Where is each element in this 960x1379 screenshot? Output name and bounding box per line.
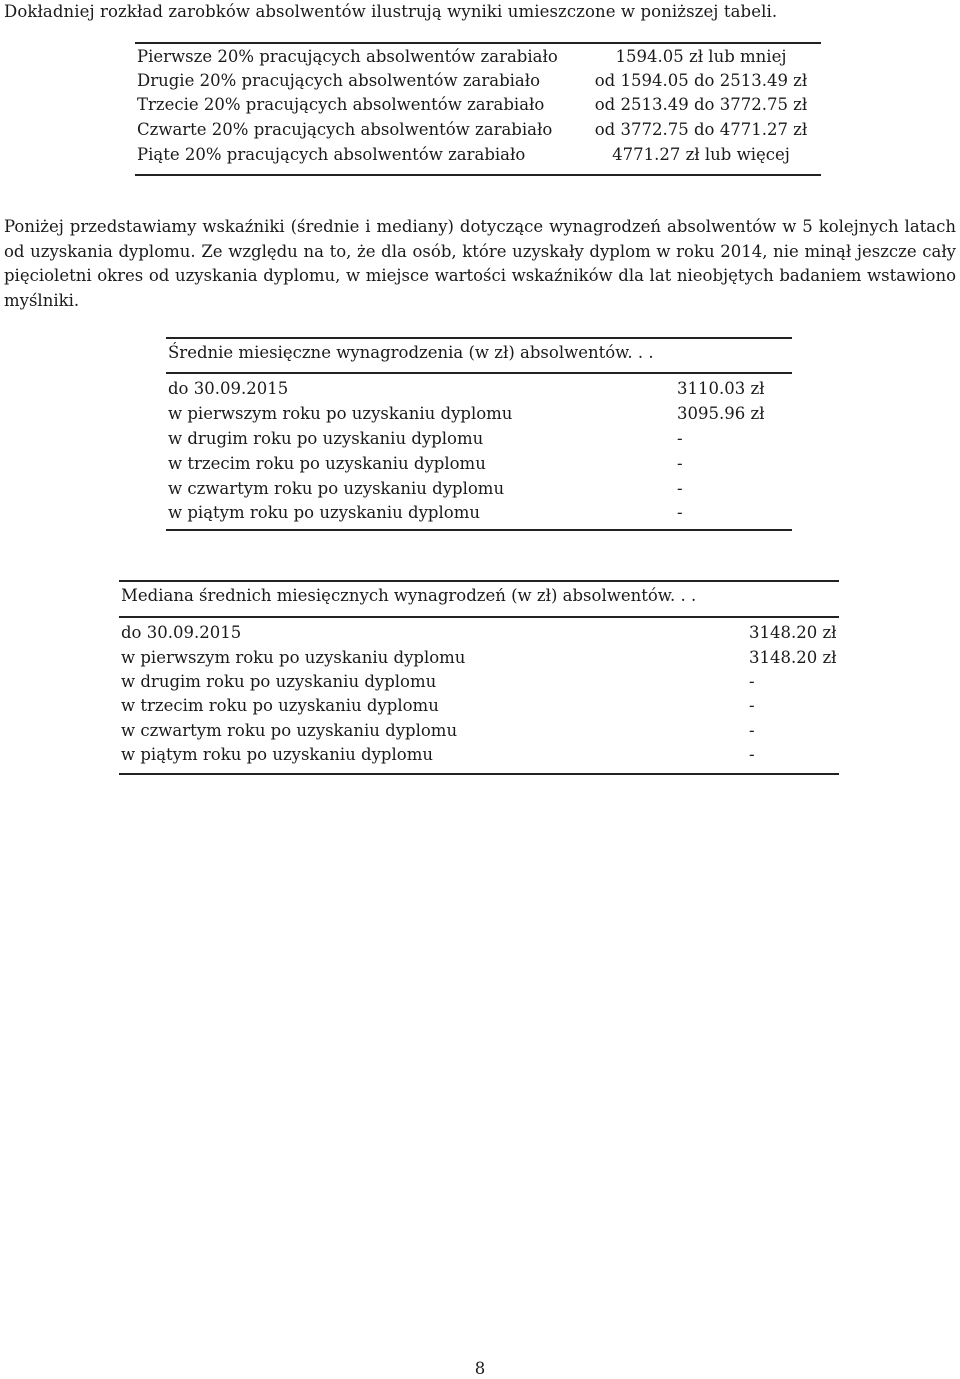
table-row [135, 71, 821, 95]
row-value: 3110.03 zł [677, 379, 765, 398]
table-row [166, 503, 792, 527]
row-label: w piątym roku po uzyskaniu dyplomu [168, 503, 480, 522]
row-label: w piątym roku po uzyskaniu dyplomu [121, 745, 433, 764]
row-value: 4771.27 zł lub więcej [612, 145, 790, 164]
row-label: w trzecim roku po uzyskaniu dyplomu [121, 696, 439, 715]
row-value: od 3772.75 do 4771.27 zł [594, 120, 808, 139]
row-value: 3095.96 zł [677, 404, 765, 423]
table-bottom-rule [119, 773, 839, 775]
row-value: - [677, 503, 683, 522]
table-row [166, 379, 792, 403]
table-row [135, 47, 821, 71]
table-row [119, 696, 839, 720]
row-value: 3148.20 zł [749, 648, 837, 667]
table-row [119, 672, 839, 696]
row-value: - [677, 479, 683, 498]
table-row [119, 648, 839, 672]
table-bottom-rule [135, 174, 821, 176]
table-row [135, 120, 821, 144]
table-top-rule [166, 337, 792, 339]
row-value: 3148.20 zł [749, 623, 837, 642]
table-row [166, 479, 792, 503]
table-row [119, 721, 839, 745]
row-value: - [677, 454, 683, 473]
row-label: w czwartym roku po uzyskaniu dyplomu [121, 721, 458, 740]
row-value: - [749, 696, 755, 715]
table-top-rule [135, 42, 821, 44]
row-label: w drugim roku po uzyskaniu dyplomu [121, 672, 437, 691]
explanation-paragraph [4, 215, 956, 313]
row-label: Piąte 20% pracujących absolwentów zarabiało [137, 145, 526, 164]
row-label: Pierwsze 20% pracujących absolwentów zarabiało [137, 47, 558, 66]
row-value: 1594.05 zł lub mniej [615, 47, 787, 66]
table-header: Mediana średnich miesięcznych wynagrodzeń (w zł) absolwentów. . . [121, 586, 697, 605]
row-value: od 1594.05 do 2513.49 zł [594, 71, 808, 90]
page-number: 8 [474, 1359, 486, 1378]
row-value: od 2513.49 do 3772.75 zł [594, 95, 808, 114]
header-rule [119, 616, 839, 618]
row-value: - [749, 745, 755, 764]
row-label: w czwartym roku po uzyskaniu dyplomu [168, 479, 505, 498]
table-row [166, 454, 792, 478]
row-label: w drugim roku po uzyskaniu dyplomu [168, 429, 484, 448]
row-label: w pierwszym roku po uzyskaniu dyplomu [121, 648, 466, 667]
table-row [166, 404, 792, 428]
table-row [135, 145, 821, 169]
row-value: - [677, 429, 683, 448]
row-label: Trzecie 20% pracujących absolwentów zarabiało [137, 95, 545, 114]
table-bottom-rule [166, 529, 792, 531]
table-header: Średnie miesięczne wynagrodzenia (w zł) absolwentów. . . [168, 343, 654, 362]
header-rule [166, 372, 792, 374]
table-row [119, 623, 839, 647]
table-row [166, 429, 792, 453]
row-value: - [749, 721, 755, 740]
row-label: w pierwszym roku po uzyskaniu dyplomu [168, 404, 513, 423]
row-label: Czwarte 20% pracujących absolwentów zarabiało [137, 120, 553, 139]
table-row [119, 745, 839, 769]
row-label: Drugie 20% pracujących absolwentów zarabiało [137, 71, 541, 90]
row-value: - [749, 672, 755, 691]
table-row [135, 95, 821, 119]
table-top-rule [119, 580, 839, 582]
paragraph-text: Poniżej przedstawiamy wskaźniki (średnie i mediany) dotyczące wynagrodzeń absolwentów w 5 kolejnych latach od uzyskania dyplomu. Ze względu na to, że dla osób, które uzyskały dyplom w roku 2014, nie minął jeszcze cały pięcioletni okres od uzyskania dyplomu, w miejsce wartości wskaźników dla lat nieobjętych badaniem wstawiono myślniki. [4, 217, 956, 310]
row-label: do 30.09.2015 [168, 379, 289, 398]
row-label: w trzecim roku po uzyskaniu dyplomu [168, 454, 486, 473]
row-label: do 30.09.2015 [121, 623, 242, 642]
intro-sentence: Dokładniej rozkład zarobków absolwentów ilustrują wyniki umieszczone w poniższej tabeli. [4, 2, 778, 21]
